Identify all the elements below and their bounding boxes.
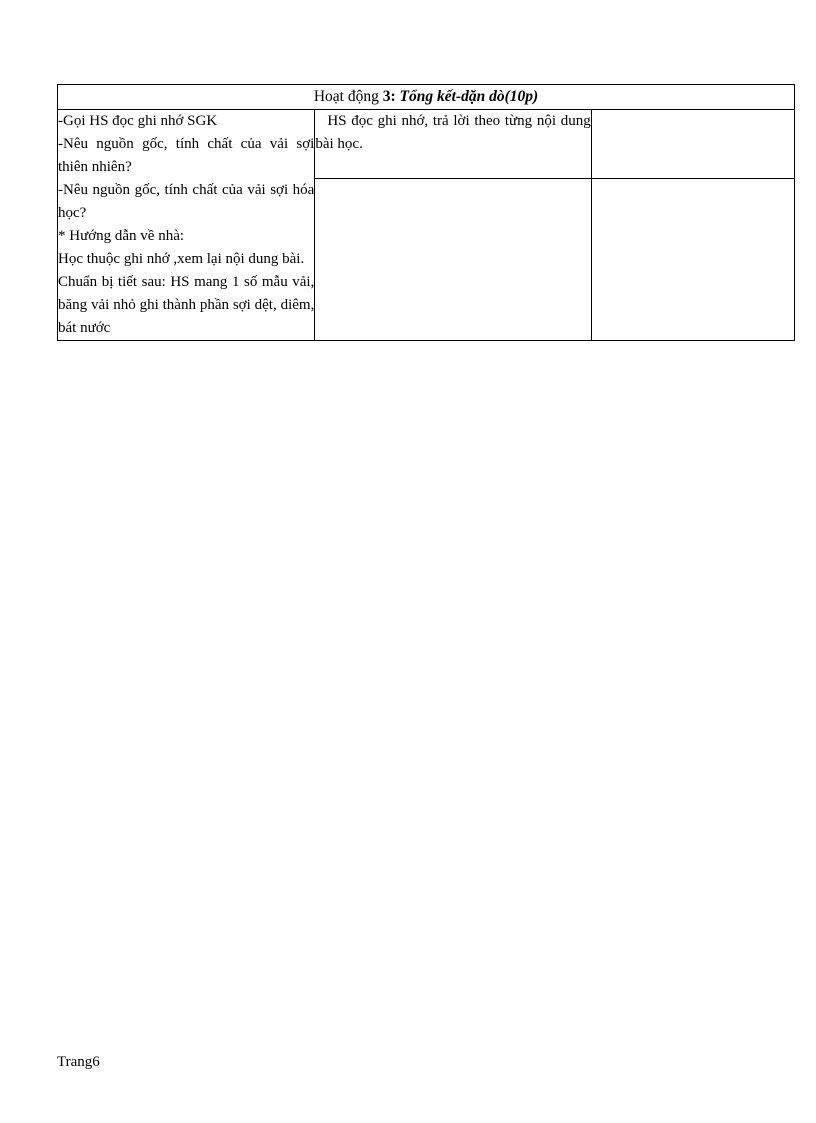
teacher-line: -Gọi HS đọc ghi nhớ SGK	[58, 113, 218, 129]
lesson-table	[57, 84, 795, 341]
notes-cell-top	[591, 110, 794, 179]
student-cell-bottom	[315, 179, 591, 341]
heading-row	[58, 85, 795, 110]
page-number: Trang6	[57, 1054, 100, 1070]
teacher-line: Học thuộc ghi nhớ ,xem lại nội dung bài.	[58, 251, 305, 267]
activity-title: Tổng kết-dặn dò(10p)	[399, 88, 539, 105]
teacher-activities-cell	[58, 110, 315, 341]
activity-heading	[58, 85, 795, 110]
teacher-line: * Hướng dẫn về nhà:	[58, 228, 185, 244]
content-row-top	[58, 110, 795, 179]
student-text: HS đọc ghi nhớ, trả lời theo từng nội dung bài học.	[315, 113, 591, 152]
teacher-line: -Nêu nguồn gốc, tính chất của vải sợi thiên nhiên?	[58, 136, 315, 175]
activity-label: Hoạt động	[313, 88, 383, 105]
activity-number: 3:	[382, 88, 396, 105]
notes-cell-bottom	[591, 179, 794, 341]
teacher-line: Chuẩn bị tiết sau: HS mang 1 số mẫu vải, băng vải nhỏ ghi thành phần sợi dệt, diêm, bát nước	[58, 274, 315, 336]
student-activities-cell	[315, 110, 591, 179]
teacher-line: -Nêu nguồn gốc, tính chất của vải sợi hóa học?	[58, 182, 315, 221]
